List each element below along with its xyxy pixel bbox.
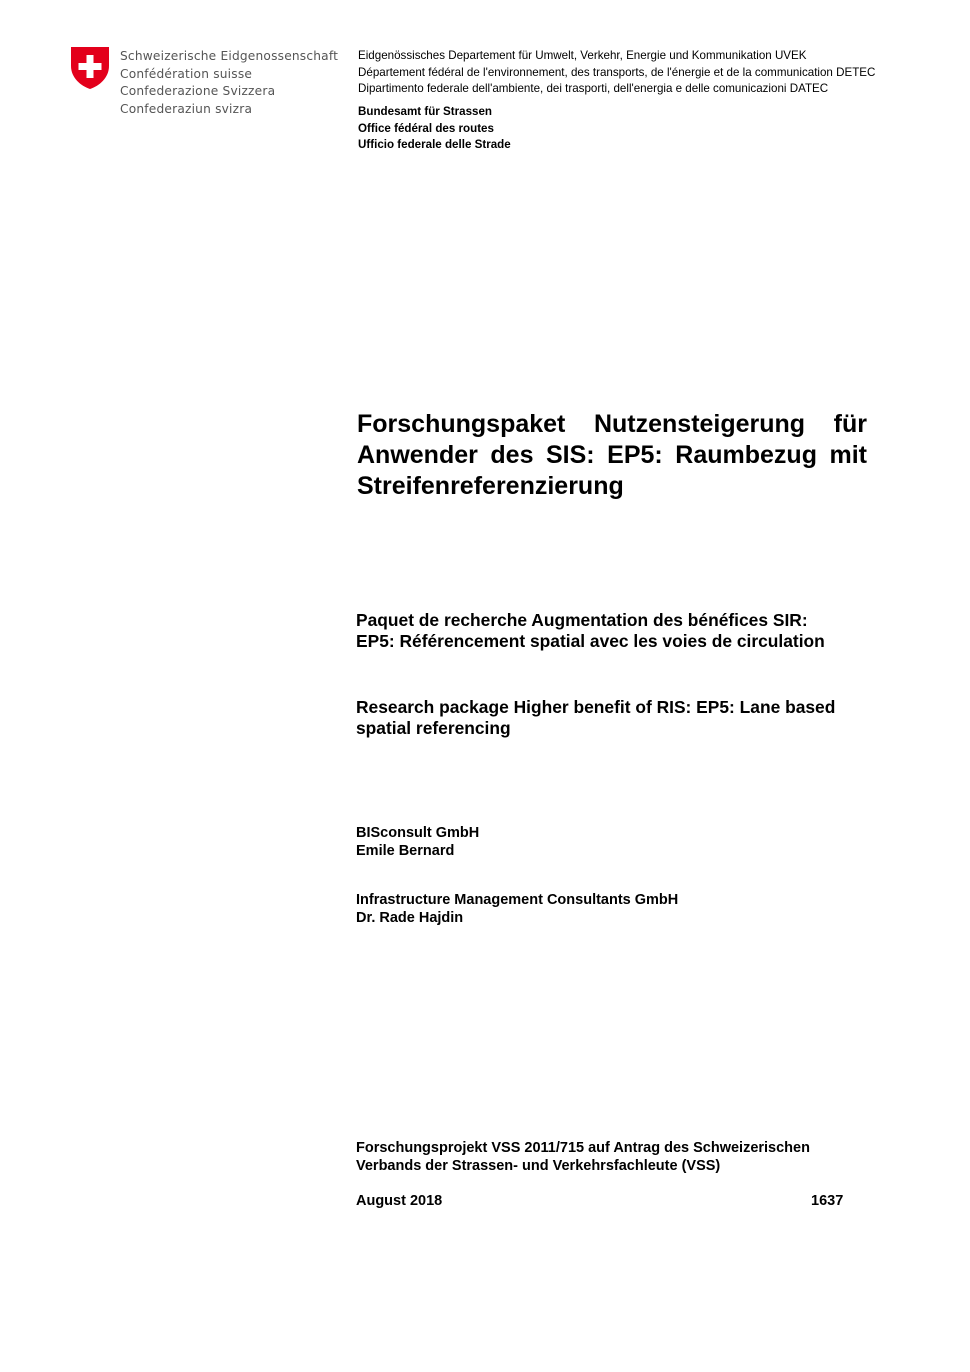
project-line-2: Verbands der Strassen- und Verkehrsfachleute (VSS) [356,1157,721,1174]
department-fr: Département fédéral de l'environnement, des transports, de l'énergie et de la communication DETEC [358,65,876,79]
report-number: 1637 [811,1193,844,1209]
project-info [356,1140,810,1175]
author-company: BISconsult GmbH [356,825,480,841]
confederation-names [120,48,338,118]
author-block-2 [356,892,678,927]
subtitle-english [356,697,835,739]
author-block-1 [356,825,479,860]
subtitle-french [356,610,825,652]
department-block [358,48,875,98]
swiss-shield-icon [70,46,110,90]
title-line-1: Forschungspaket Nutzensteigerung für [357,410,867,438]
office-it: Ufficio federale delle Strade [358,138,511,151]
confederation-it: Confederazione Svizzera [120,84,276,99]
title-line-3: Streifenreferenzierung [357,472,624,500]
confederation-de: Schweizerische Eidgenossenschaft [120,49,339,63]
department-de: Eidgenössisches Departement für Umwelt, Verkehr, Energie und Kommunikation UVEK [358,49,807,62]
confederation-fr: Confédération suisse [120,66,253,81]
subtitle-en-line-2: spatial referencing [356,718,511,738]
subtitle-fr-line-1: Paquet de recherche Augmentation des bénéfices SIR: [356,610,808,630]
subtitle-fr-line-2: EP5: Référencement spatial avec les voies de circulation [356,631,825,651]
author-person: Emile Bernard [356,842,455,859]
subtitle-en-line-1: Research package Higher benefit of RIS: EP5: Lane based [356,697,836,717]
author-company: Infrastructure Management Consultants GmbH [356,892,679,908]
document-title [357,409,867,502]
office-block [358,104,511,154]
confederation-rm: Confederaziun svizra [120,101,253,116]
office-de: Bundesamt für Strassen [358,105,493,118]
department-it: Dipartimento federale dell'ambiente, dei trasporti, dell'energia e delle comunicazioni DATEC [358,82,829,95]
project-line-1: Forschungsprojekt VSS 2011/715 auf Antrag des Schweizerischen [356,1140,810,1156]
publication-date: August 2018 [356,1193,443,1209]
office-fr: Office fédéral des routes [358,121,494,135]
title-line-2: Anwender des SIS: EP5: Raumbezug mit [357,441,867,469]
author-person: Dr. Rade Hajdin [356,909,464,926]
